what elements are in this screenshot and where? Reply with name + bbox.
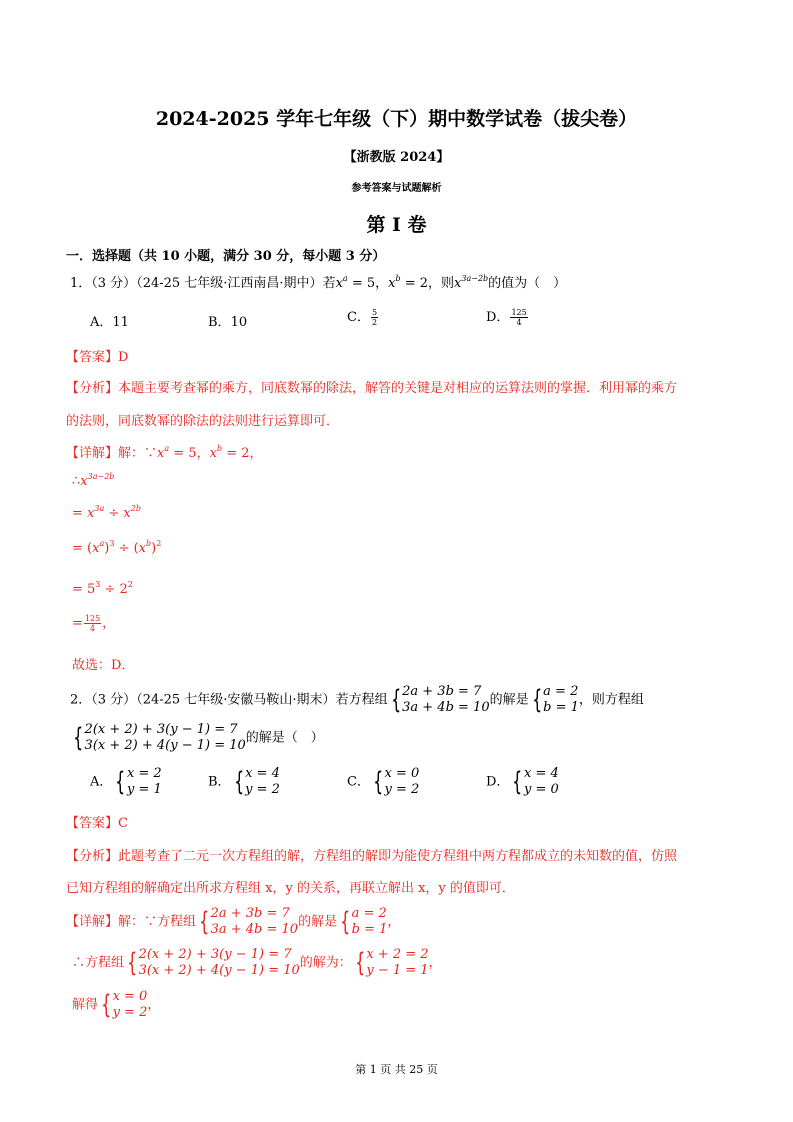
denominator: 4	[516, 318, 522, 327]
equation-row: y = 2	[245, 782, 280, 797]
exp-b: b	[395, 274, 401, 283]
equation-row: 2(x + 2) + 3(y − 1) = 7	[138, 947, 292, 962]
option-d	[486, 306, 529, 327]
equation-row: b = 1	[543, 700, 579, 715]
exp-3a-2b: 3a−2b	[461, 274, 489, 283]
question-2-number: 2．	[70, 692, 92, 708]
detail-tag: 【详解】	[66, 446, 119, 461]
comma: ，	[147, 997, 161, 1013]
detail-sol: 的解是	[298, 914, 338, 930]
equation-row: 3(x + 2) + 4(y − 1) = 10	[138, 963, 300, 978]
answer-tag: 【答案】	[66, 350, 119, 365]
option-system: { x = 4 y = 0	[512, 766, 559, 797]
equation-row: x + 2 = 2	[366, 947, 429, 962]
fraction	[510, 308, 527, 327]
question-2-sol: 的解是	[489, 692, 529, 708]
section-heading: 一．选择题（共 10 小题，满分 30 分，每小题 3 分）	[66, 249, 386, 264]
page-title: 2024-2025 学年七年级（下）期中数学试卷（拔尖卷）	[155, 108, 638, 130]
option-system: { x = 2 y = 1	[115, 766, 162, 797]
comma: ，	[428, 955, 442, 971]
numerator: 125	[511, 308, 527, 317]
numerator: 125	[84, 614, 101, 623]
answer-2	[66, 812, 128, 831]
final-2	[72, 989, 160, 1021]
choose-1: 故选：D．	[72, 658, 135, 673]
equation-row: x = 4	[523, 766, 559, 781]
therefore-lead: ∴方程组	[72, 955, 125, 971]
detail-2	[66, 906, 400, 938]
subtitle: 参考答案与试题解析	[351, 183, 442, 194]
exp-3a-2b: 3a−2b	[87, 472, 115, 481]
question-1-number: 1．	[70, 276, 92, 291]
equation-row: b = 1	[351, 922, 388, 937]
equation-row: x = 2	[126, 766, 162, 781]
option-c	[347, 766, 419, 798]
option-b	[208, 311, 247, 330]
option-label: D．	[486, 774, 510, 790]
option-c	[347, 306, 379, 327]
equation-row: y = 2	[384, 782, 420, 797]
comma: ，	[387, 914, 401, 930]
detail-lead: 解：∵	[118, 446, 158, 461]
question-2-stem-line-2	[70, 722, 324, 754]
denominator: 2	[371, 318, 378, 327]
volume-heading: 第 I 卷	[366, 214, 427, 236]
option-label: D．	[486, 310, 510, 325]
equation-system: { 2a + 3b = 7 3a + 4b = 10	[390, 684, 490, 715]
page-footer: 第 1 页 共 25 页	[355, 1063, 438, 1076]
fraction	[371, 308, 378, 327]
detail-1: 【详解】解：$\because x^a = 5$，$x^b = 2$，	[66, 444, 263, 461]
final-lead: 解得	[72, 997, 99, 1013]
base-x: x	[80, 474, 88, 489]
therefore-sol: 的解为：	[299, 955, 352, 971]
step-1: = $x^{3a} \div x^{2b}$	[72, 504, 141, 521]
equation-row: 2a + 3b = 7	[210, 906, 290, 921]
eq-5: = 5，	[347, 276, 389, 291]
option-system: { x = 0 y = 2	[373, 766, 420, 797]
equation-row: 2(x + 2) + 3(y − 1) = 7	[84, 722, 238, 737]
equation-system: { 2(x + 2) + 3(y − 1) = 7 3(x + 2) + 4(y − 1) = 10	[73, 722, 246, 753]
step-2: = $(x^a)^3 \div (x^b)^2$	[72, 539, 162, 556]
option-label: C．	[347, 774, 370, 790]
question-2-source: （24-25 七年级·安徽马鞍山·期末）	[136, 692, 336, 708]
equation-row: a = 2	[543, 684, 579, 699]
answer-tag: 【答案】	[66, 816, 119, 831]
equation-row: 2a + 3b = 7	[402, 684, 482, 699]
answer-value: D	[118, 350, 129, 365]
power-x-b	[388, 276, 400, 291]
option-system: { x = 4 y = 2	[233, 766, 280, 797]
comma: ，	[102, 616, 116, 631]
equals: =	[72, 616, 83, 631]
denominator: 4	[90, 624, 96, 633]
equation-row: y = 0	[523, 782, 559, 797]
option-label: A．	[90, 315, 113, 330]
option-label: B．	[208, 315, 231, 330]
therefore-2	[72, 947, 442, 979]
equation-row: y − 1 = 1	[366, 963, 429, 978]
option-label: B．	[208, 774, 231, 790]
question-2-end: 的解是（ ）	[245, 730, 324, 746]
power-x-a	[336, 276, 348, 291]
detail-tag: 【详解】	[66, 914, 119, 930]
equation-row: y = 1	[126, 782, 162, 797]
base-x: x	[388, 276, 396, 291]
equation-row: x = 0	[112, 989, 148, 1004]
option-d	[486, 766, 559, 798]
numerator: 5	[371, 308, 378, 317]
step-therefore	[72, 474, 114, 489]
equation-row: 3a + 4b = 10	[210, 922, 299, 937]
option-label: A．	[90, 774, 113, 790]
analysis-2-line-1	[66, 845, 677, 864]
base-x: x	[335, 276, 343, 291]
option-b	[208, 766, 280, 798]
analysis-text: 本题主要考查幂的乘方，同底数幂的除法，解答的关键是对相应的运算法则的掌握．利用幂的乘方	[118, 381, 678, 396]
step-4	[72, 612, 115, 633]
base-x: x	[209, 446, 217, 461]
option-a	[90, 311, 129, 330]
exp-b: b	[216, 444, 223, 453]
question-1-source: （24-25 七年级·江西南昌·期中）	[136, 276, 323, 291]
option-value: 10	[230, 315, 248, 330]
analysis-tag: 【分析】	[66, 849, 119, 864]
option-value: 11	[112, 315, 129, 330]
question-2-stem-line-1	[70, 684, 644, 716]
answer-value: C	[118, 816, 128, 831]
therefore-symbol: ∴	[72, 474, 81, 489]
step-3: = $5^3 \div 2^2$	[72, 580, 133, 597]
analysis-2-line-2: 已知方程组的解确定出所求方程组 x，y 的关系，再联立解出 x，y 的值即可．	[66, 881, 515, 896]
question-2-then: ，则方程组	[578, 692, 644, 708]
analysis-tag: 【分析】	[66, 381, 119, 396]
solution-system: { a = 2 b = 1	[340, 906, 388, 937]
equation-row: x = 4	[245, 766, 280, 781]
fraction	[84, 614, 101, 633]
eq-2: = 2，则	[400, 276, 455, 291]
analysis-1-line-2: 的法则，同底数幂的除法的法则进行运算即可．	[66, 414, 340, 429]
equation-system: { 2(x + 2) + 3(y − 1) = 7 3(x + 2) + 4(y − 1) = 10	[127, 947, 300, 978]
option-label: C．	[347, 310, 370, 325]
equation-row: 3(x + 2) + 4(y − 1) = 10	[84, 738, 246, 753]
exp-a: a	[342, 274, 348, 283]
equation-system: { 2a + 3b = 7 3a + 4b = 10	[199, 906, 299, 937]
base-x: x	[157, 446, 165, 461]
option-a	[90, 766, 162, 798]
analysis-text: 此题考查了二元一次方程组的解，方程组的解即为能使方程组中两方程都成立的未知数的值，仿照	[118, 849, 678, 864]
edition-label: 【浙教版 2024】	[343, 150, 450, 165]
eq-5: = 5，	[169, 446, 210, 461]
answer-1	[66, 346, 128, 365]
power-x-3a-2b	[454, 276, 488, 291]
question-1-if: 若	[322, 276, 336, 291]
final-system: { x = 0 y = 2	[101, 989, 148, 1020]
solution-system: { x + 2 = 2 y − 1 = 1	[355, 947, 429, 978]
question-1-end: 的值为（ ）	[488, 276, 567, 291]
equation-row: a = 2	[351, 906, 387, 921]
equation-row: 3a + 4b = 10	[402, 700, 490, 715]
question-1-stem	[70, 272, 566, 291]
question-2-if: 若方程组	[335, 692, 388, 708]
base-x: x	[454, 276, 462, 291]
question-1-points: （3 分）	[91, 276, 137, 291]
question-2-points: （3 分）	[91, 692, 137, 708]
exp-a: a	[164, 444, 170, 453]
equation-row: y = 2	[112, 1005, 148, 1020]
solution-system: { a = 2 b = 1	[531, 684, 579, 715]
equation-row: x = 0	[384, 766, 420, 781]
detail-lead: 解：∵方程组	[118, 914, 197, 930]
analysis-1-line-1	[66, 377, 677, 396]
